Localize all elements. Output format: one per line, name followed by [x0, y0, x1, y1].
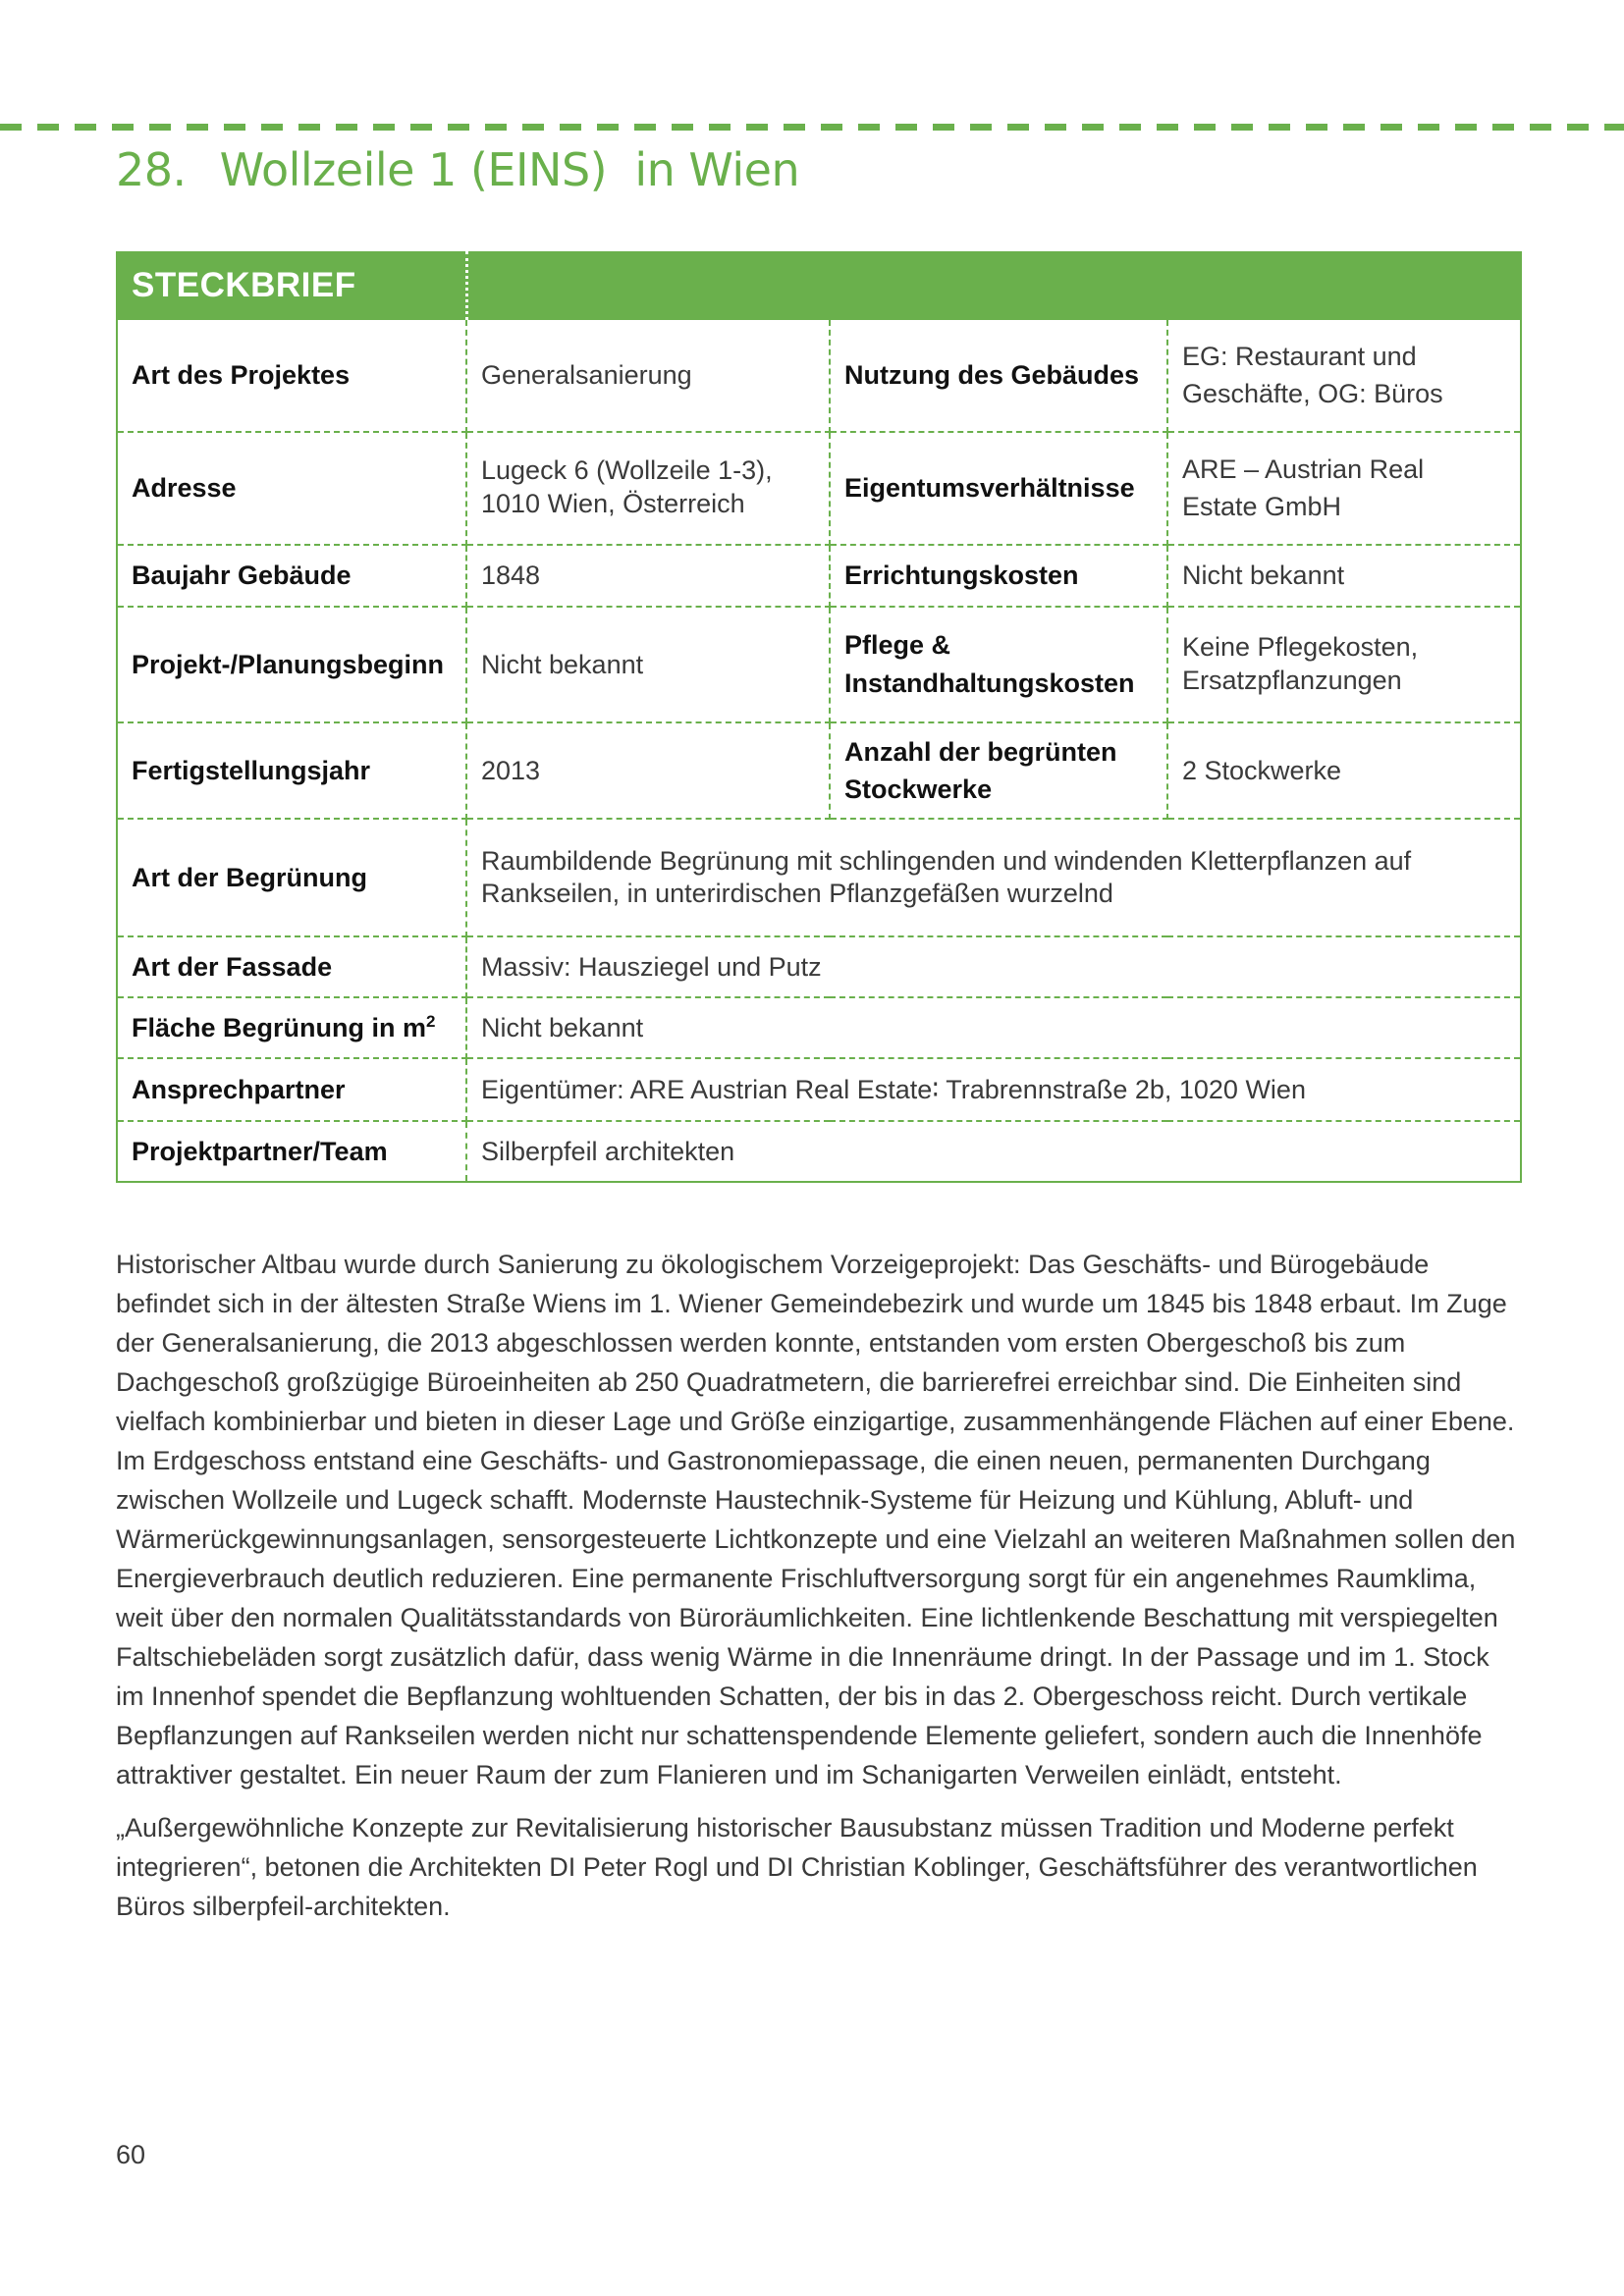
table-header-row	[117, 252, 1521, 319]
value-kosten: Nicht bekannt	[1167, 545, 1521, 607]
table-row	[117, 997, 1521, 1058]
value-team: Silberpfeil architekten	[466, 1121, 1521, 1182]
page-title	[116, 143, 799, 196]
label-flaeche	[117, 997, 466, 1058]
value-eigentum: ARE – Austrian Real Estate GmbH	[1167, 432, 1521, 545]
table-heading: STECKBRIEF	[117, 252, 466, 319]
label-art-projekt: Art des Projektes	[117, 319, 466, 432]
table-row	[117, 819, 1521, 936]
value-baujahr: 1848	[466, 545, 830, 607]
label-beginn: Projekt-/Planungsbeginn	[117, 607, 466, 722]
table-row	[117, 545, 1521, 607]
label-kosten: Errichtungskosten	[830, 545, 1167, 607]
value-begruenung: Raumbildende Begrünung mit schlingenden und windenden Kletterpflanzen auf Rankseilen, in unterirdischen Pflanzgefäßen wurzelnd	[466, 819, 1521, 936]
value-flaeche: Nicht bekannt	[466, 997, 1521, 1058]
label-nutzung: Nutzung des Gebäudes	[830, 319, 1167, 432]
label-eigentum: Eigentumsverhältnisse	[830, 432, 1167, 545]
body-paragraph-1: Historischer Altbau wurde durch Sanierung zu ökologischem Vorzeigeprojekt: Das Geschäfts- und Bürogebäude befindet sich in der ältesten Straße Wiens im 1. Wiener Gemeindebezirk und wurde um 1845 bis 1848 erbaut. Im Zuge der Generalsanierung, die 2013 abgeschlossen werden konnte, entstanden vom ersten Obergeschoß bis zum Dachgeschoß großzügige Büroeinheiten ab 250 Quadratmetern, die barrierefrei erreichbar sind. Die Einheiten sind vielfach kombinierbar und bieten in dieser Lage und Größe einzigartige, zusammenhängende Flächen auf einer Ebene. Im Erdgeschoss entstand eine Geschäfts- und Gastronomiepassage, die einen neuen, permanenten Durchgang zwischen Wollzeile und Lugeck schafft. Modernste Haustechnik-Systeme für Heizung und Kühlung, Abluft- und Wärmerückgewinnungsanlagen, sensorgesteuerte Lichtkonzepte und eine Vielzahl an weiteren Maßnahmen sollen den Energieverbrauch deutlich reduzieren. Eine permanente Frischluftversorgung sorgt für ein angenehmes Raumklima, weit über den normalen Qualitätsstandards von Büroräumlichkeiten. Eine lichtlenkende Beschattung mit verspiegelten Faltschiebeläden sorgt zusätzlich dafür, dass wenig Wärme in die Innenräume dringt. In der Passage und im 1. Stock im Innenhof spendet die Bepflanzung wohltuenden Schatten, der bis in das 2. Obergeschoss reicht. Durch vertikale Bepflanzungen auf Rankseilen werden nicht nur schattenspendende Elemente geliefert, sondern auch die Innenhöfe attraktiver gestaltet. Ein neuer Raum der zum Flanieren und im Schanigarten Verweilen einlädt, entsteht.	[116, 1250, 1516, 1789]
steckbrief-table	[116, 251, 1522, 1183]
table-row	[117, 1121, 1521, 1182]
section-number: 28.	[116, 143, 187, 196]
table-row	[117, 319, 1521, 432]
value-ansprech: Eigentümer: ARE Austrian Real Estate∶ Trabrennstraße 2b, 1020 Wien	[466, 1058, 1521, 1121]
label-begruenung: Art der Begrünung	[117, 819, 466, 936]
value-beginn: Nicht bekannt	[466, 607, 830, 722]
value-fertig: 2013	[466, 722, 830, 820]
value-art-projekt: Generalsanierung	[466, 319, 830, 432]
section-title: Wollzeile 1 (EINS) in Wien	[219, 143, 800, 196]
table-row	[117, 432, 1521, 545]
label-baujahr: Baujahr Gebäude	[117, 545, 466, 607]
label-ansprech: Ansprechpartner	[117, 1058, 466, 1121]
label-flaeche-text: Fläche Begrünung in m	[132, 1013, 427, 1043]
value-fassade: Massiv: Hausziegel und Putz	[466, 936, 1521, 997]
label-adresse: Adresse	[117, 432, 466, 545]
table-row	[117, 1058, 1521, 1121]
table-row	[117, 936, 1521, 997]
body-text	[116, 1245, 1522, 1940]
label-fertig: Fertigstellungsjahr	[117, 722, 466, 820]
label-pflege: Pflege & Instandhaltungskosten	[830, 607, 1167, 722]
body-paragraph-2: „Außergewöhnliche Konzepte zur Revitalisierung historischer Bausubstanz müssen Tradition und Moderne perfekt integrieren“, betonen die Architekten DI Peter Rogl und DI Christian Koblinger, Geschäftsführer des verantwortlichen Büros silberpfeil-architekten.	[116, 1813, 1478, 1921]
table-row	[117, 607, 1521, 722]
value-adresse: Lugeck 6 (Wollzeile 1-3), 1010 Wien, Österreich	[466, 432, 830, 545]
value-nutzung: EG: Restaurant und Geschäfte, OG: Büros	[1167, 319, 1521, 432]
label-flaeche-superscript: 2	[426, 1012, 436, 1032]
dashed-top-rule	[0, 124, 1624, 131]
label-stockwerke: Anzahl der begrünten Stockwerke	[830, 722, 1167, 820]
value-stockwerke: 2 Stockwerke	[1167, 722, 1521, 820]
label-fassade: Art der Fassade	[117, 936, 466, 997]
value-pflege: Keine Pflegekosten, Ersatzpflanzungen	[1167, 607, 1521, 722]
page-number: 60	[116, 2140, 146, 2169]
table-heading-spacer	[466, 252, 1521, 319]
label-team: Projektpartner/Team	[117, 1121, 466, 1182]
table-row	[117, 722, 1521, 820]
